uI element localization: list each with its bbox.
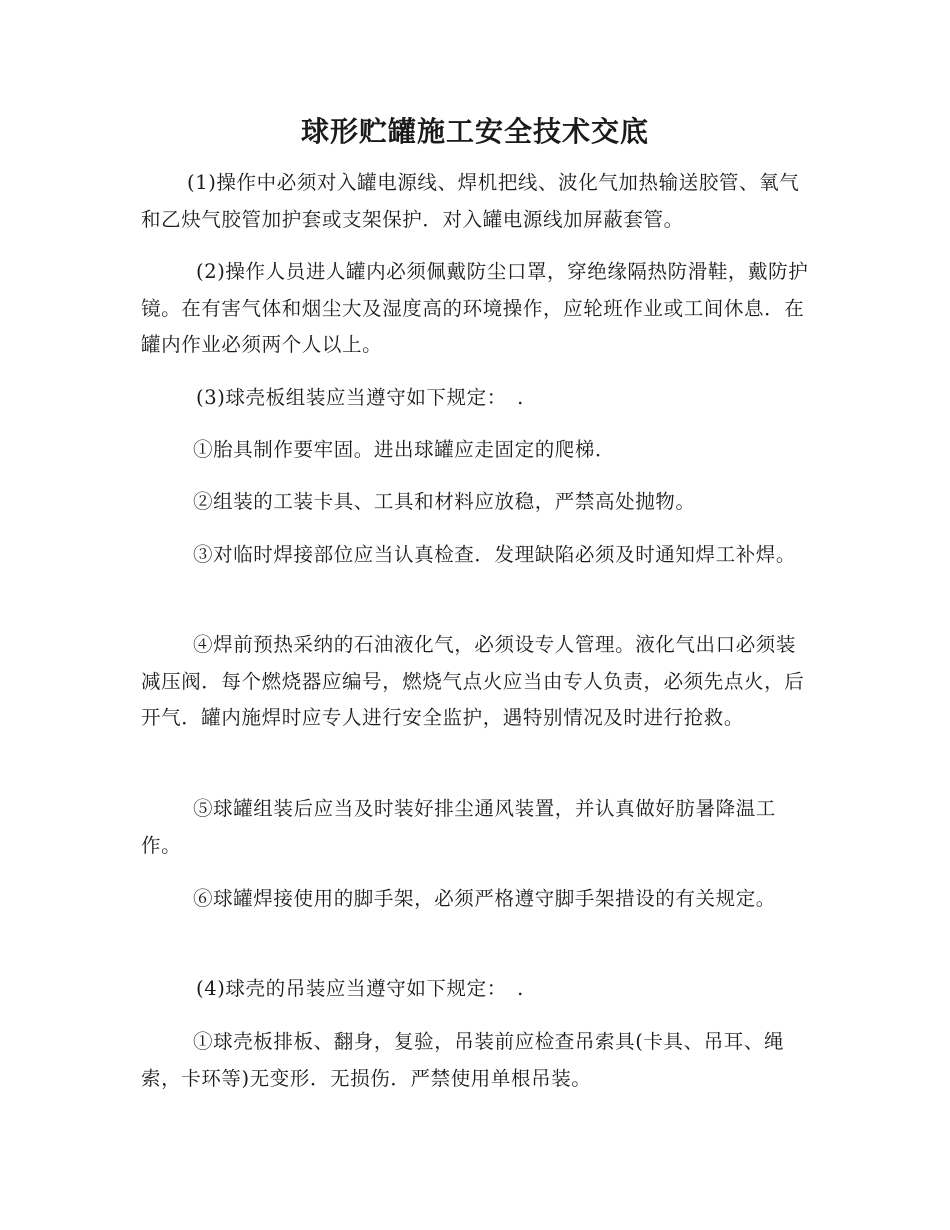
- document-title: 球形贮罐施工安全技术交底: [300, 115, 649, 148]
- paragraph-10: (4)球壳的吊装应当遵守如下规定： .: [196, 977, 524, 1000]
- paragraph-3: (3)球壳板组装应当遵守如下规定： .: [196, 386, 524, 409]
- paragraph-2: (2)操作人员进人罐内必须佩戴防尘口罩，穿绝缘隔热防滑鞋，戴防护镜。在有害气体和烟尘大及湿度高的环境操作，应轮班作业或工间休息．在罐内作业必须两个人以上。: [141, 260, 809, 356]
- paragraph-6: ③对临时焊接部位应当认真检查．发理缺陷必须及时通知焊工补焊。: [193, 543, 797, 566]
- paragraph-11: ①球壳板排板、翻身，复验，吊装前应检查吊索具(卡具、吊耳、绳索，卡环等)无变形．无损伤．严禁使用单根吊装。: [141, 1030, 785, 1090]
- paragraph-5: ②组装的工装卡具、工具和材料应放稳，严禁高处抛物。: [193, 490, 696, 513]
- paragraph-7: ④焊前预热采纳的石油液化气，必须设专人管理。液化气出口必须装减压阀．每个燃烧器应编号，燃烧气点火应当由专人负责，必须先点火，后开气．罐内施焊时应专人进行安全监护，遇特别情况及时进行抢救。: [141, 633, 805, 729]
- paragraph-4: ①胎具制作要牢固。进出球罐应走固定的爬梯．: [193, 438, 616, 461]
- paragraph-8: ⑤球罐组装后应当及时装好排尘通风装置，并认真做好肪暑降温工作。: [141, 797, 776, 857]
- paragraph-9: ⑥球罐焊接使用的脚手架，必须严格遵守脚手架措设的有关规定。: [193, 887, 776, 910]
- paragraph-1: (1)操作中必须对入罐电源线、焊机把线、波化气加热输送胶管、氧气和乙炔气胶管加护套或支架保护．对入罐电源线加屏蔽套管。: [141, 171, 800, 231]
